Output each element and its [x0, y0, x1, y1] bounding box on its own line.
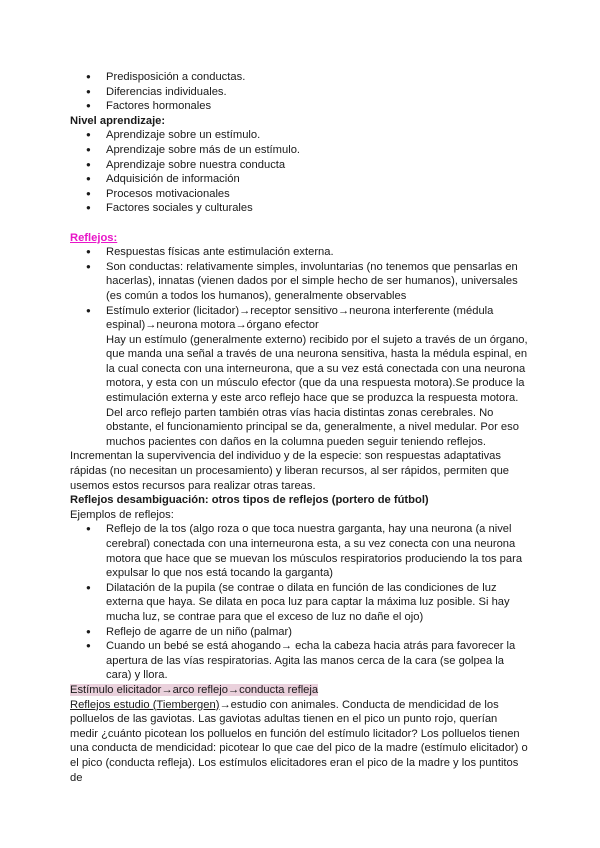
list-item: ● Aprendizaje sobre más de un estímulo. [70, 143, 528, 158]
paragraph-ejemplos: Ejemplos de reflejos: [70, 508, 174, 521]
list-top [70, 70, 528, 114]
paragraph-supervivencia: Incrementan la supervivencia del individuo y de la especie: son respuestas adaptativas rápidas (no necesitan un procesamiento) y liberan recursos, al ser rápidos, permiten que usemos estos recursos para realizar otras tareas. [70, 450, 510, 492]
list-item: ● Procesos motivacionales [70, 187, 528, 202]
estudio-link[interactable]: Reflejos estudio (Tiembergen) [70, 698, 220, 711]
list-item: ● Cuando un bebé se está ahogando→ echa la cabeza hacia atrás para favorecer la apertura de las vías respiratorias. Agita las manos cerca de la cara (se golpea la cara) y llora. [70, 639, 528, 683]
list-item-detail: Hay un estímulo (generalmente externo) recibido por el sujeto a través de un órgano, que manda una señal a través de una neurona sensitiva, hasta la médula espinal, en la cual conecta con una interneurona, que a su vez está conectada con una neurona motora, y esta con un músculo efector (que da una respuesta motora).Se produce la estimulación externa y este arco reflejo hace que se produzca la respuesta motora. Del arco reflejo parten también otras vías hacia distintas zonas cerebrales. No obstante, el funcionamiento principal se da, generalmente, a nivel medular. Por eso muchos pacientes con daños en la columna pueden seguir teniendo reflejos. [106, 333, 528, 448]
list-item: ● Factores hormonales [70, 99, 528, 114]
list-aprendizaje [70, 128, 528, 216]
list-item: ● Dilatación de la pupila (se contrae o dilata en función de las condiciones de luz externa que haya. Se dilata en poca luz para captar la máxima luz posible. Si hay mucha luz, se contrae para que el exceso de luz no dañe el ojo) [70, 581, 528, 625]
list-reflejos [70, 245, 528, 449]
estudio-text: →estudio con animales. Conducta de mendicidad de los polluelos de las gaviotas. Las gaviotas adultas tienen en el pico un punto rojo, querían medir ¿cuánto picotean los polluelos en función del estímulo licitador? Los polluelos tienen una conducta de mendicidad: picotear lo que cae del pico de la madre (estímulo elicitador) o el pico (conducta refleja). Los estímulos elicitadores eran el pico de la madre y los puntitos de [70, 698, 528, 784]
section-heading-desambiguacion: Reflejos desambiguación: otros tipos de reflejos (portero de fútbol) [70, 494, 429, 507]
highlighted-line [70, 683, 528, 698]
list-item: ● Adquisición de información [70, 172, 528, 187]
spacer [70, 216, 528, 231]
list-item: ● Predisposición a conductas. [70, 70, 528, 85]
list-item: ● Reflejo de la tos (algo roza o que toca nuestra garganta, hay una neurona (a nivel cerebral) conectada con una interneurona esta, a su vez conecta con una neurona motora que hace que se muevan los músculos respiratorios produciendo la tos para expulsar lo que nos está tocando la garganta) [70, 522, 528, 580]
list-item [70, 304, 528, 450]
list-item: ● Son conductas: relativamente simples, involuntarias (no tenemos que pensarlas en hacerlas), innatas (vienen dados por el simple hecho de ser humanos), universales (es común a todos los humanos), generalmente observables [70, 260, 528, 304]
document-page [70, 70, 528, 785]
paragraph-estudio [70, 698, 528, 786]
list-item: ● Reflejo de agarre de un niño (palmar) [70, 625, 528, 640]
section-heading-aprendizaje: Nivel aprendizaje: [70, 114, 166, 127]
highlighted-text: Estímulo elicitador→arco reflejo→conducta refleja [70, 683, 319, 696]
list-ejemplos [70, 522, 528, 683]
list-item: ● Aprendizaje sobre nuestra conducta [70, 158, 528, 173]
list-item: ● Diferencias individuales. [70, 85, 528, 100]
section-heading-reflejos: Reflejos: [70, 231, 118, 244]
list-item: ● Aprendizaje sobre un estímulo. [70, 128, 528, 143]
list-item-text: ● Estímulo exterior (licitador)→receptor sensitivo→neurona interferente (médula espinal)→neurona motora→órgano efector [106, 304, 494, 332]
list-item: ● Factores sociales y culturales [70, 201, 528, 216]
list-item: ● Respuestas físicas ante estimulación externa. [70, 245, 528, 260]
